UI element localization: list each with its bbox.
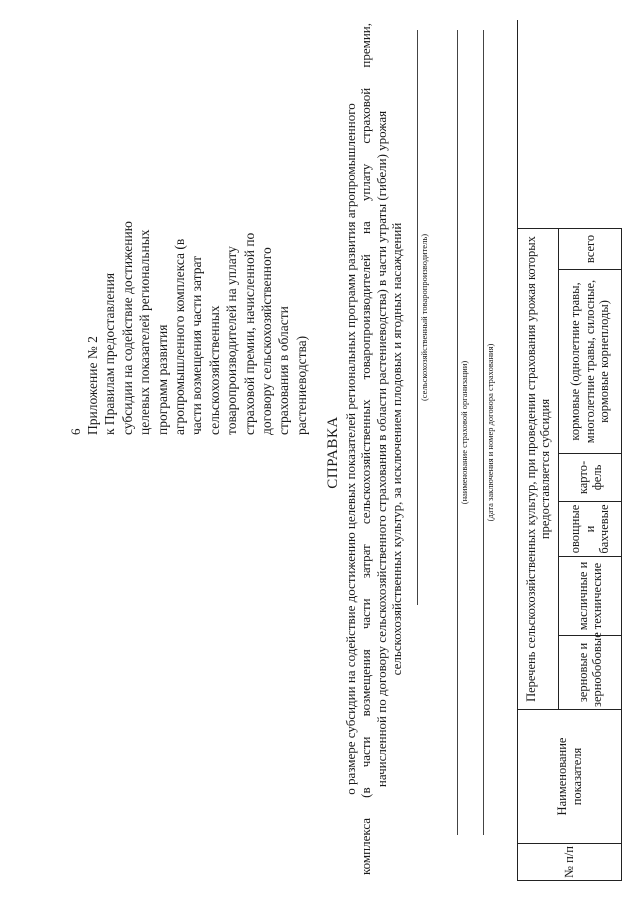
appendix-line: программ развития bbox=[154, 324, 170, 435]
appendix-line: Приложение № 2 bbox=[85, 336, 100, 435]
appendix-line: субсидии на содействие достижению bbox=[119, 221, 135, 435]
contract-caption: (дата заключения и номер договора страхования) bbox=[485, 343, 495, 522]
intro-line: начисленной по договору сельскохозяйственного страхования в области растениеводства) в части утраты (гибели) урожая bbox=[373, 110, 389, 788]
appendix-line: агропромышленного комплекса (в bbox=[172, 238, 188, 435]
document-title: СПРАВКА bbox=[325, 416, 341, 489]
appendix-line: целевых показателей региональных bbox=[137, 229, 153, 435]
producer-caption: (сельскохозяйственный товаропроизводитель) bbox=[419, 233, 429, 402]
appendix-line: страхования в области bbox=[276, 306, 292, 435]
crop-cell-vegetable: овощные и бахчевые bbox=[559, 502, 622, 557]
intro-paragraph bbox=[343, 23, 405, 875]
crop-cell-potato: карто-фель bbox=[559, 454, 622, 502]
appendix-line: растениеводства) bbox=[293, 335, 309, 435]
intro-line: сельскохозяйственных культур, за исключением плодовых и ягодных насаждений bbox=[389, 222, 405, 676]
appendix-line: страховой премии, начисленной по bbox=[241, 232, 257, 435]
crop-cell-grain: зерновые и зернобобовые bbox=[559, 636, 622, 710]
appendix-line: товаропроизводителей на уплату bbox=[224, 246, 240, 435]
col-indicator-header: Наименование показателя bbox=[518, 710, 622, 844]
appendix-line: части возмещения части затрат bbox=[189, 255, 205, 435]
crop-cell-fodder: кормовые (однолетние травы, многолетние травы, силосные, кормовые корнеплоды) bbox=[559, 270, 622, 454]
insurer-caption: (наименование страховой организации) bbox=[459, 360, 469, 505]
appendix-block bbox=[84, 135, 310, 435]
crop-group-header: Перечень сельскохозяйственных культур, при проведении страхования урожая которых предоставляется субсидия bbox=[518, 228, 559, 709]
contract-blank-line[interactable] bbox=[483, 30, 484, 835]
appendix-line: договору сельскохозяйственного bbox=[259, 247, 275, 435]
col-number-header: № п/п bbox=[518, 844, 622, 881]
intro-line: комплекса (в части возмещения части затрат сельскохозяйственных товаропроизводителей на уплату страховой премии, bbox=[358, 23, 374, 875]
appendix-line: сельскохозяйственных bbox=[206, 305, 222, 435]
producer-blank-line[interactable] bbox=[417, 30, 418, 605]
page-number: 6 bbox=[68, 428, 83, 435]
table-blank-area bbox=[518, 20, 622, 228]
crop-cell-oilseed: масличные и технические bbox=[559, 557, 622, 636]
insurer-blank-line[interactable] bbox=[457, 30, 458, 835]
appendix-line: к Правилам предоставления bbox=[102, 272, 118, 435]
crop-cell-total: всего bbox=[559, 228, 622, 269]
subsidy-table bbox=[517, 20, 622, 881]
intro-line: о размере субсидии на содействие достижению целевых показателей региональных программ развития агропромышленного bbox=[343, 103, 358, 795]
